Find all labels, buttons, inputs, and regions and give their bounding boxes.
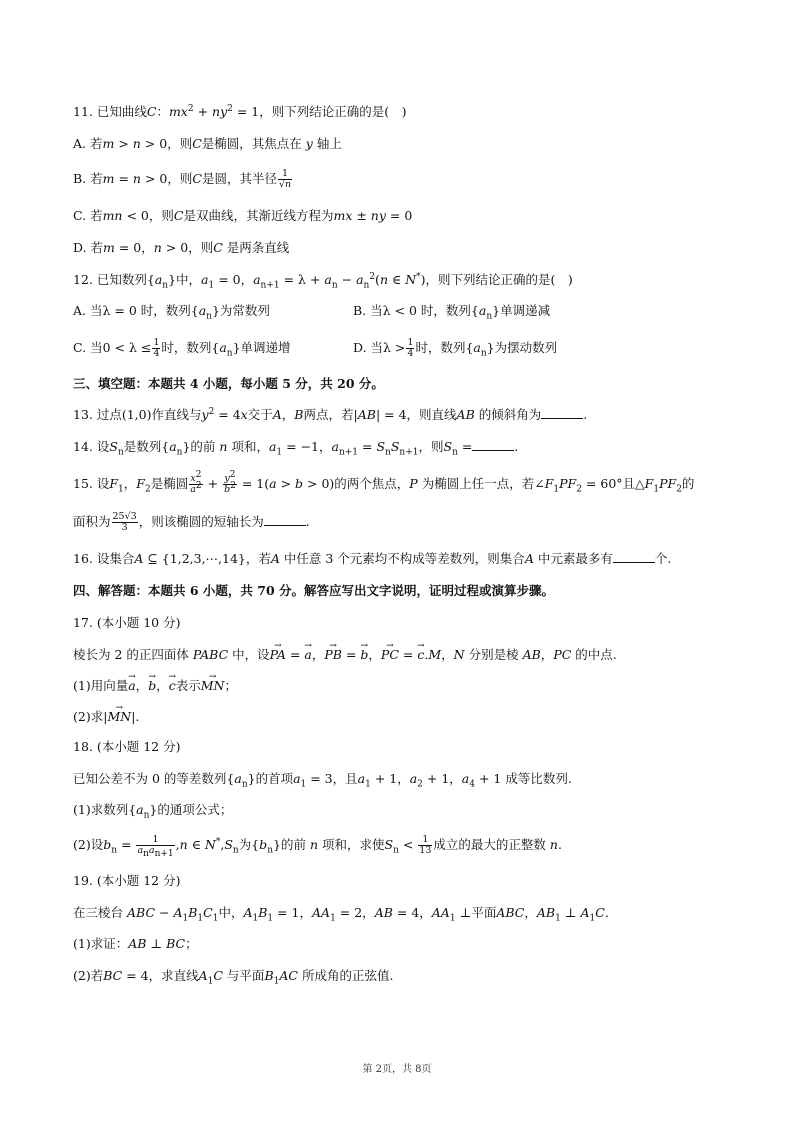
q17-part1: (1)用向量→ a，→ b，→ c表示→ MN； [73,677,237,695]
q17-stem: 棱长为 2 的正四面体 PABC 中，设→ PA = → a，→ PB = → b，→ PC = → c.M，N 分别是棱 AB，PC 的中点. [73,646,617,664]
q19-stem: 在三棱台 ABC − $A_1B_1C_1$中，$A_1B_1 = 1$，$AA_1 = 2$，AB = 4，$AA_1$ ⊥平面ABC，$AB_1$ ⊥ $A_1C$. [73,905,609,924]
fraction: $\frac{1}{√n}$ [278,168,292,190]
q18-part2: (2)设$b_n$ = $\frac{1}{a_na_{n+1}}$ ,n ∈ $N^*,S_n$为$\{b_n\}$的前 n 项和，求使$S_n$ < $\frac{1}{13}$ 成立的最大的正整数 n. [73,834,562,859]
page-footer: 第 2页，共 8页 [362,1064,432,1075]
answer-blank [472,438,514,451]
q14: 14. 设$S_n$是数列$\{a_n\}$的前 n 项和，$a_1 = -1$，$a_{n+1} = S_nS_{n+1}$，则$S_n$ = . [73,439,519,458]
q11-option-b: B. 若m = n > 0，则C是圆，其半径 $\frac{1}{√n}$ [73,168,292,190]
q18-heading: 18. (本小题 12 分) [73,739,181,754]
answer-blank [264,513,306,526]
q18-part1: (1)求数列$\{a_n\}$的通项公式； [73,802,233,821]
section-fill-in-heading: 三、填空题：本题共 4 小题，每小题 5 分，共 20 分。 [73,376,384,391]
q12-options-cd [73,338,723,359]
q15-line2: 面积为 $\frac{25√3}{3}$ ，则该椭圆的短轴长为 . [73,511,310,533]
q16: 16. 设集合A ⊆ {1,2,3,⋯,14}，若A 中任意 3 个元素均不构成等差数列，则集合A 中元素最多有 个. [73,551,672,566]
q11-option-c: C. 若mn < 0，则C是双曲线，其渐近线方程为mx ± ny = 0 [73,208,413,223]
q19-heading: 19. (本小题 12 分) [73,873,181,888]
q17-heading: 17. (本小题 10 分) [73,615,181,630]
q19-part2: (2)若BC = 4，求直线$A_1C$ 与平面$B_1AC$ 所成角的正弦值. [73,968,394,987]
q15-line1: 15. 设$F_1$，$F_2$是椭圆 $\frac{x^2}{a^2}$ + $\frac{y^2}{b^2}$ = 1(a > b > 0)的两个焦点，P 为椭圆上任一点，若$\angle F_1PF_2 = 60^\circ$且$\triangle F_1PF_2$的 [73,469,695,495]
q12-option-c: C. 当0 < λ ≤ $\frac{1}{4}$ 时，数列$\{a_n\}$单调递增 [73,337,291,359]
section-solution-heading: 四、解答题：本题共 6 小题，共 70 分。解答应写出文字说明，证明过程或演算步骤。 [73,583,555,598]
answer-blank [613,550,655,563]
q12-stem: 12. 已知数列$\{a_n\}$中，$a_1 = 0$，$a_{n+1} = \lambda + a_n - a_n^2(n$ ∈ N*)，则下列结论正确的是( ) [73,271,573,291]
q19-part1: (1)求证：AB ⊥ BC； [73,936,198,951]
q12-option-a: A. 当λ = 0 时，数列$\{a_n\}$为常数列 [73,303,270,322]
q12-option-b: B. 当λ < 0 时，数列$\{a_n\}$单调递减 [353,303,551,322]
q12-options-ab [73,302,723,320]
answer-blank [541,406,583,419]
q11-stem: 11. 已知曲线C：$mx^2 + ny^2 = 1$，则下列结论正确的是( ) [73,103,407,119]
q11-option-a: A. 若m > n > 0，则C是椭圆，其焦点在 y 轴上 [73,136,342,151]
q12-option-d: D. 当λ > $\frac{1}{4}$ 时，数列$\{a_n\}$为摆动数列 [353,337,558,359]
q17-part2: (2)求|→ MN|. [73,708,139,726]
q13: 13. 过点(1,0)作直线与$y^2 = 4x$交于A，B两点，若|AB| = 4，则直线AB 的倾斜角为 . [73,406,588,422]
q11-option-d: D. 若m = 0，n > 0，则C 是两条直线 [73,240,290,255]
q18-stem: 已知公差不为 0 的等差数列$\{a_n\}$的首项$a_1 = 3$，且$a_1 + 1$，$a_2 + 1$，$a_4 + 1$ 成等比数列. [73,771,572,790]
